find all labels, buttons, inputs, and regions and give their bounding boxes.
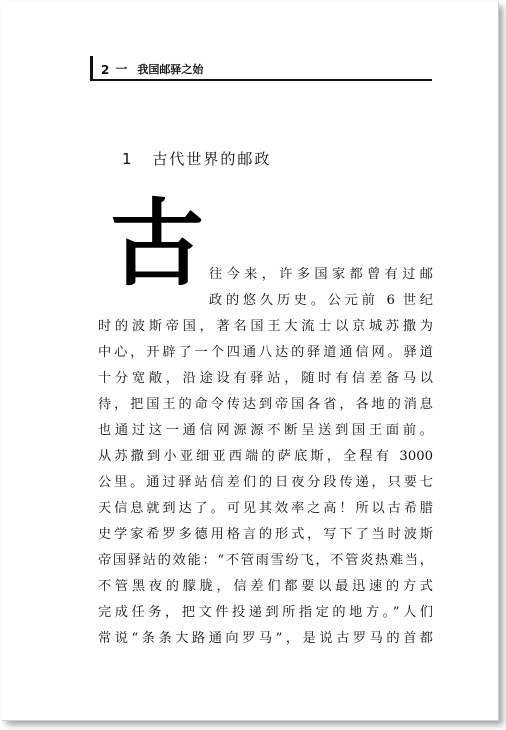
body-line: 史学家希罗多德用格言的形式，写下了当时波斯	[98, 527, 433, 542]
body-line: 常说“条条大路通向罗马”，是说古罗马的首都	[98, 631, 433, 646]
body-line: 待，把国王的命令传达到帝国各省，各地的消息	[98, 397, 433, 412]
body-line: 天信息就到达了。可见其效率之高！所以古希腊	[98, 501, 433, 516]
running-header	[90, 54, 390, 80]
section-title: 古代世界的邮政	[152, 150, 272, 168]
book-title: 我国邮驿之始	[137, 63, 204, 76]
body-line: 时的波斯帝国，著名国王大流士以京城苏撒为	[98, 319, 433, 334]
book-page	[2, 2, 499, 721]
body-line: 帝国驿站的效能：“不管雨雪纷飞，不管炎热难当，	[98, 553, 433, 568]
body-line: 不管黑夜的朦胧，信差们都要以最迅速的方式	[98, 579, 433, 594]
body-line: 从苏撒到小亚细亚西端的萨底斯，全程有 3000	[98, 449, 433, 464]
body-line: 往今来，许多国家都曾有过邮	[209, 267, 433, 282]
section-number: 1	[122, 150, 134, 168]
body-line: 也通过这一通信网源源不断呈送到国王面前。	[98, 423, 433, 438]
body-line: 中心，开辟了一个四通八达的驿道通信网。驿道	[98, 345, 433, 360]
drop-cap: 古	[110, 190, 205, 299]
body-line: 完成任务，把文件投递到所指定的地方。”人们	[98, 605, 433, 620]
body-line: 政的悠久历史。公元前 6 世纪	[209, 293, 433, 308]
header-rule	[90, 79, 432, 81]
header-dash: 一	[115, 62, 128, 76]
body-line: 十分宽敞，沿途设有驿站，随时有信差备马以	[98, 371, 433, 386]
body-line: 公里。通过驿站信差们的日夜分段传递，只要七	[98, 475, 433, 490]
page-number: 2	[101, 63, 110, 77]
section-heading	[122, 148, 271, 169]
header-bar	[90, 56, 93, 80]
